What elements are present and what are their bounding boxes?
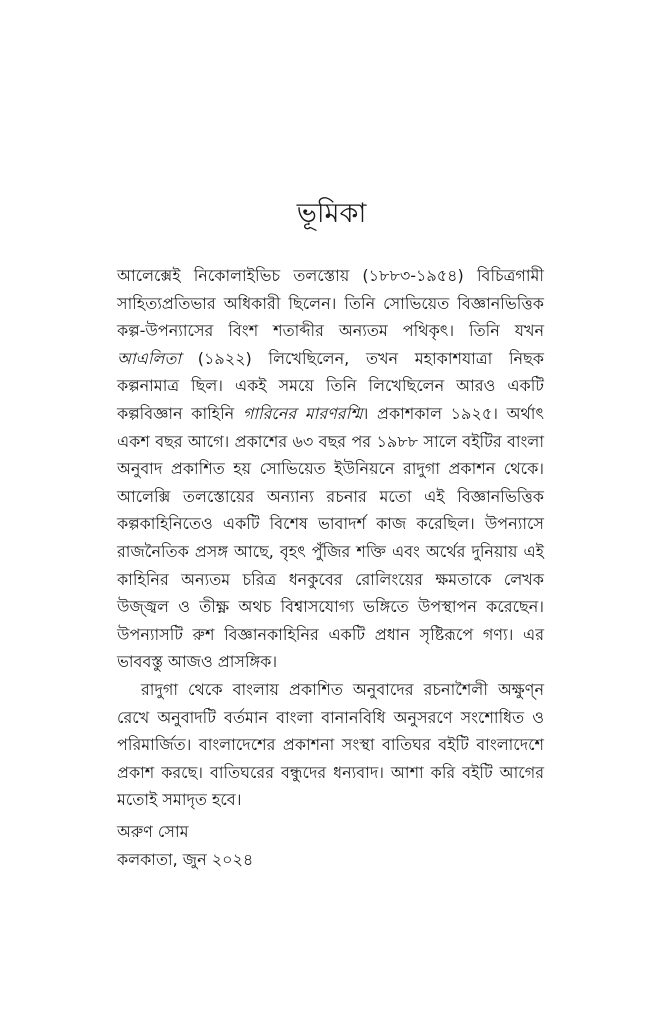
paragraph-1 — [117, 262, 544, 676]
paragraph-1-text-c: । প্রকাশকাল ১৯২৫। অর্থাৎ একশ বছর আগে। প্রকাশের ৬৩ বছর পর ১৯৮৮ সালে বইটির বাংলা অনুবাদ প্রকাশিত হয় সোভিয়েত ইউনিয়নে রাদুগা প্রকাশন থেকে। আলেক্সি তলস্তোয়ের অন্যান্য রচনার মতো এই বিজ্ঞানভিত্তিক কল্পকাহিনিতেও একটি বিশেষ ভাবাদর্শ কাজ করেছিল। উপন্যাসে রাজনৈতিক প্রসঙ্গ আছে, বৃহৎ পুঁজির শক্তি এবং অর্থের দুনিয়ায় এই কাহিনির অন্যতম চরিত্র ধনকুবের রোলিংয়ের ক্ষমতাকে লেখক উজ্জ্বল ও তীক্ষ্ণ অথচ বিশ্বাসযোগ্য ভঙ্গিতে উপস্থাপন করেছেন। উপন্যাসটি রুশ বিজ্ঞানকাহিনির একটি প্রধান সৃষ্টিরূপে গণ্য। এর ভাববস্তু আজও প্রাসঙ্গিক। — [117, 403, 544, 672]
author-signature: অরুণ সোম — [117, 822, 189, 841]
paragraph-1-text-b: (১৯২২) লিখেছিলেন, তখন মহাকাশযাত্রা নিছক কল্পনামাত্র ছিল। একই সময়ে তিনি লিখেছিলেন আরও একটি কল্পবিজ্ঞান কাহিনি — [117, 348, 544, 423]
place-date: কলকাতা, জুন ২০২৪ — [117, 850, 254, 869]
paragraph-2: রাদুগা থেকে বাংলায় প্রকাশিত অনুবাদের রচনাশৈলী অক্ষুণ্ন রেখে অনুবাদটি বর্তমান বাংলা বানানবিধি অনুসরণে সংশোধিত ও পরিমার্জিত। বাংলাদেশের প্রকাশনা সংস্থা বাতিঘর বইটি বাংলাদেশে প্রকাশ করছে। বাতিঘরের বন্ধুদের ধন্যবাদ। আশা করি বইটি আগের মতোই সমাদৃত হবে। — [117, 679, 544, 810]
book-title-garin: গারিনের মারণরশ্মি — [242, 403, 363, 423]
paragraph-1-text-a: আলেক্সেই নিকোলাইভিচ তলস্তোয় (১৮৮৩-১৯৫৪) বিচিত্রগামী সাহিত্যপ্রতিভার অধিকারী ছিলেন। তিনি সোভিয়েত বিজ্ঞানভিত্তিক কল্প-উপন্যাসের বিংশ শতাব্দীর অন্যতম পথিকৃৎ। তিনি যখন — [117, 266, 544, 341]
page-title: ভূমিকা — [296, 198, 367, 229]
preface-body — [117, 262, 544, 814]
book-title-aelita: আএলিতা — [117, 348, 181, 368]
